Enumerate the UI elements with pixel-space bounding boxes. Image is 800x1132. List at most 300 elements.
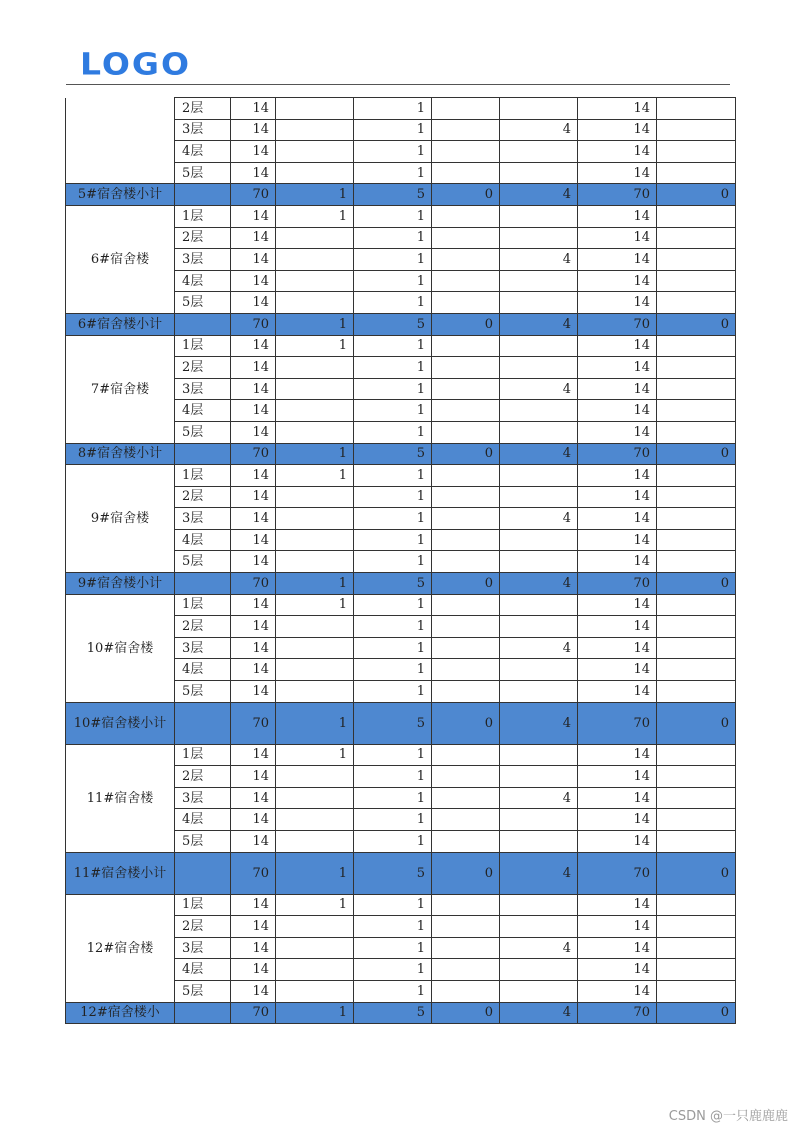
subtotal-label: 6#宿舍楼小计 [66, 313, 175, 335]
value-cell: 1 [354, 637, 432, 659]
value-cell: 1 [354, 357, 432, 379]
floor-label: 2层 [175, 916, 231, 938]
value-cell [276, 508, 354, 530]
floor-label: 4层 [175, 270, 231, 292]
value-cell [500, 421, 578, 443]
value-cell: 14 [231, 766, 276, 788]
subtotal-value: 70 [578, 184, 657, 206]
value-cell [657, 400, 736, 422]
value-cell: 14 [578, 831, 657, 853]
value-cell [276, 831, 354, 853]
value-cell: 1 [354, 529, 432, 551]
value-cell: 14 [578, 335, 657, 357]
value-cell: 14 [578, 270, 657, 292]
value-cell [657, 637, 736, 659]
floor-label: 1层 [175, 205, 231, 227]
subtotal-value: 0 [657, 1002, 736, 1024]
value-cell [276, 357, 354, 379]
value-cell: 14 [578, 486, 657, 508]
building-name: 12#宿舍楼 [66, 894, 175, 1002]
value-cell: 1 [354, 400, 432, 422]
value-cell [500, 916, 578, 938]
floor-label: 4层 [175, 659, 231, 681]
floor-label: 5层 [175, 681, 231, 703]
value-cell [276, 529, 354, 551]
value-cell [432, 529, 500, 551]
value-cell: 1 [354, 659, 432, 681]
value-cell: 14 [578, 357, 657, 379]
value-cell: 14 [231, 421, 276, 443]
subtotal-value: 1 [276, 852, 354, 894]
floor-label: 3层 [175, 637, 231, 659]
value-cell [432, 766, 500, 788]
subtotal-value: 0 [657, 573, 736, 595]
value-cell: 14 [231, 529, 276, 551]
subtotal-value: 4 [500, 1002, 578, 1024]
value-cell: 14 [578, 980, 657, 1002]
floor-label: 5层 [175, 162, 231, 184]
value-cell: 1 [354, 766, 432, 788]
value-cell: 14 [231, 959, 276, 981]
value-cell [500, 162, 578, 184]
value-cell [500, 551, 578, 573]
value-cell [657, 594, 736, 616]
value-cell [276, 551, 354, 573]
value-cell: 14 [578, 141, 657, 163]
value-cell: 1 [354, 335, 432, 357]
value-cell [657, 959, 736, 981]
value-cell [500, 894, 578, 916]
subtotal-empty-cell [175, 313, 231, 335]
subtotal-value: 1 [276, 1002, 354, 1024]
subtotal-empty-cell [175, 852, 231, 894]
subtotal-row [66, 852, 736, 894]
subtotal-label: 5#宿舍楼小计 [66, 184, 175, 206]
value-cell: 14 [578, 292, 657, 314]
subtotal-row [66, 702, 736, 744]
value-cell [432, 141, 500, 163]
value-cell: 14 [578, 227, 657, 249]
floor-label: 3层 [175, 787, 231, 809]
value-cell: 14 [231, 465, 276, 487]
subtotal-value: 0 [432, 573, 500, 595]
value-cell [432, 637, 500, 659]
value-cell [500, 357, 578, 379]
value-cell [432, 959, 500, 981]
value-cell: 1 [354, 508, 432, 530]
value-cell: 14 [578, 637, 657, 659]
value-cell [432, 400, 500, 422]
value-cell [276, 809, 354, 831]
value-cell [657, 205, 736, 227]
value-cell [500, 831, 578, 853]
value-cell [657, 249, 736, 271]
value-cell [276, 916, 354, 938]
value-cell: 4 [500, 937, 578, 959]
value-cell [657, 141, 736, 163]
value-cell [276, 787, 354, 809]
value-cell [657, 529, 736, 551]
subtotal-value: 1 [276, 313, 354, 335]
value-cell: 14 [231, 270, 276, 292]
value-cell [657, 744, 736, 766]
subtotal-value: 70 [578, 313, 657, 335]
value-cell [276, 400, 354, 422]
floor-label: 4层 [175, 959, 231, 981]
subtotal-value: 70 [578, 852, 657, 894]
value-cell: 14 [231, 937, 276, 959]
value-cell: 1 [354, 378, 432, 400]
value-cell [500, 980, 578, 1002]
value-cell [657, 98, 736, 120]
value-cell [657, 787, 736, 809]
value-cell: 1 [354, 787, 432, 809]
value-cell [432, 980, 500, 1002]
value-cell: 1 [354, 421, 432, 443]
floor-label: 1层 [175, 335, 231, 357]
subtotal-value: 5 [354, 443, 432, 465]
value-cell [432, 551, 500, 573]
subtotal-value: 5 [354, 1002, 432, 1024]
value-cell [657, 831, 736, 853]
value-cell [432, 378, 500, 400]
value-cell [432, 162, 500, 184]
subtotal-value: 0 [657, 443, 736, 465]
value-cell: 1 [354, 162, 432, 184]
subtotal-value: 70 [578, 702, 657, 744]
value-cell [500, 959, 578, 981]
value-cell [432, 787, 500, 809]
subtotal-row [66, 573, 736, 595]
subtotal-value: 5 [354, 313, 432, 335]
value-cell: 14 [578, 787, 657, 809]
value-cell: 1 [354, 141, 432, 163]
value-cell: 14 [578, 421, 657, 443]
value-cell: 14 [578, 894, 657, 916]
subtotal-empty-cell [175, 573, 231, 595]
value-cell [500, 529, 578, 551]
floor-label: 2层 [175, 766, 231, 788]
value-cell [657, 916, 736, 938]
value-cell: 14 [231, 249, 276, 271]
value-cell [276, 98, 354, 120]
value-cell: 1 [354, 249, 432, 271]
value-cell [432, 292, 500, 314]
value-cell: 1 [354, 486, 432, 508]
value-cell: 14 [231, 787, 276, 809]
subtotal-value: 5 [354, 573, 432, 595]
value-cell [276, 249, 354, 271]
value-cell [276, 292, 354, 314]
floor-label: 4层 [175, 141, 231, 163]
value-cell [276, 270, 354, 292]
value-cell [657, 551, 736, 573]
value-cell: 1 [354, 205, 432, 227]
building-name: 10#宿舍楼 [66, 594, 175, 702]
value-cell: 14 [231, 551, 276, 573]
value-cell: 14 [578, 959, 657, 981]
value-cell: 1 [354, 98, 432, 120]
subtotal-label: 10#宿舍楼小计 [66, 702, 175, 744]
value-cell [276, 959, 354, 981]
building-name-cell [66, 98, 175, 184]
value-cell [500, 616, 578, 638]
value-cell: 1 [354, 465, 432, 487]
value-cell: 14 [578, 205, 657, 227]
value-cell: 14 [231, 744, 276, 766]
subtotal-value: 70 [578, 1002, 657, 1024]
floor-label: 4层 [175, 529, 231, 551]
subtotal-value: 0 [657, 702, 736, 744]
value-cell [432, 249, 500, 271]
subtotal-label: 12#宿舍楼小 [66, 1002, 175, 1024]
value-cell: 14 [231, 227, 276, 249]
value-cell [500, 681, 578, 703]
value-cell [657, 357, 736, 379]
value-cell [500, 98, 578, 120]
floor-label: 2层 [175, 357, 231, 379]
subtotal-value: 0 [432, 702, 500, 744]
value-cell: 14 [578, 378, 657, 400]
subtotal-value: 70 [231, 184, 276, 206]
floor-label: 3层 [175, 937, 231, 959]
value-cell [500, 335, 578, 357]
subtotal-value: 70 [578, 573, 657, 595]
value-cell [657, 937, 736, 959]
subtotal-value: 0 [432, 313, 500, 335]
value-cell: 14 [231, 335, 276, 357]
subtotal-value: 70 [578, 443, 657, 465]
subtotal-value: 0 [657, 184, 736, 206]
value-cell: 14 [231, 119, 276, 141]
value-cell [657, 378, 736, 400]
floor-label: 2层 [175, 98, 231, 120]
building-name: 7#宿舍楼 [66, 335, 175, 443]
value-cell [657, 119, 736, 141]
value-cell: 14 [231, 162, 276, 184]
value-cell [432, 809, 500, 831]
value-cell: 14 [578, 744, 657, 766]
subtotal-label: 8#宿舍楼小计 [66, 443, 175, 465]
table-row [66, 465, 736, 487]
value-cell [657, 486, 736, 508]
table-row [66, 744, 736, 766]
value-cell: 14 [578, 594, 657, 616]
value-cell: 1 [354, 594, 432, 616]
value-cell [500, 594, 578, 616]
subtotal-empty-cell [175, 184, 231, 206]
floor-label: 3层 [175, 119, 231, 141]
value-cell: 14 [231, 594, 276, 616]
value-cell: 14 [578, 400, 657, 422]
value-cell: 4 [500, 508, 578, 530]
value-cell: 14 [231, 616, 276, 638]
subtotal-value: 5 [354, 702, 432, 744]
floor-label: 5层 [175, 980, 231, 1002]
value-cell: 14 [231, 292, 276, 314]
subtotal-row [66, 443, 736, 465]
table-row [66, 98, 736, 120]
value-cell [657, 270, 736, 292]
value-cell: 1 [354, 894, 432, 916]
value-cell [500, 292, 578, 314]
value-cell [500, 766, 578, 788]
subtotal-row [66, 1002, 736, 1024]
value-cell: 14 [231, 400, 276, 422]
value-cell [432, 205, 500, 227]
value-cell [500, 486, 578, 508]
floor-label: 5层 [175, 831, 231, 853]
value-cell [500, 205, 578, 227]
value-cell [276, 421, 354, 443]
subtotal-value: 70 [231, 313, 276, 335]
value-cell [500, 227, 578, 249]
value-cell [657, 894, 736, 916]
value-cell [276, 141, 354, 163]
table-row [66, 205, 736, 227]
value-cell: 14 [578, 659, 657, 681]
value-cell [432, 937, 500, 959]
value-cell: 14 [231, 637, 276, 659]
value-cell: 1 [354, 119, 432, 141]
floor-label: 5层 [175, 421, 231, 443]
value-cell [500, 744, 578, 766]
subtotal-value: 5 [354, 184, 432, 206]
value-cell: 14 [578, 249, 657, 271]
value-cell [657, 162, 736, 184]
value-cell [657, 335, 736, 357]
subtotal-empty-cell [175, 443, 231, 465]
subtotal-value: 70 [231, 443, 276, 465]
subtotal-value: 0 [657, 313, 736, 335]
subtotal-value: 1 [276, 184, 354, 206]
subtotal-value: 70 [231, 1002, 276, 1024]
value-cell [432, 227, 500, 249]
value-cell: 1 [276, 894, 354, 916]
value-cell [276, 486, 354, 508]
floor-label: 5层 [175, 551, 231, 573]
floor-label: 2层 [175, 227, 231, 249]
table-row [66, 594, 736, 616]
value-cell: 1 [354, 681, 432, 703]
value-cell [276, 378, 354, 400]
subtotal-value: 4 [500, 702, 578, 744]
value-cell [657, 681, 736, 703]
value-cell: 1 [354, 227, 432, 249]
value-cell: 1 [276, 465, 354, 487]
value-cell: 14 [578, 162, 657, 184]
value-cell [432, 98, 500, 120]
value-cell: 14 [578, 681, 657, 703]
floor-label: 1层 [175, 594, 231, 616]
value-cell: 1 [276, 744, 354, 766]
floor-label: 3层 [175, 249, 231, 271]
value-cell [500, 141, 578, 163]
subtotal-value: 1 [276, 573, 354, 595]
value-cell [657, 980, 736, 1002]
value-cell [657, 766, 736, 788]
value-cell: 4 [500, 378, 578, 400]
value-cell: 4 [500, 119, 578, 141]
value-cell [500, 400, 578, 422]
value-cell: 1 [354, 831, 432, 853]
value-cell: 14 [231, 980, 276, 1002]
building-name: 11#宿舍楼 [66, 744, 175, 852]
value-cell: 14 [578, 529, 657, 551]
value-cell [432, 894, 500, 916]
value-cell [432, 659, 500, 681]
value-cell [657, 659, 736, 681]
value-cell: 4 [500, 637, 578, 659]
value-cell: 1 [276, 594, 354, 616]
floor-label: 4层 [175, 809, 231, 831]
table-row [66, 894, 736, 916]
value-cell [432, 616, 500, 638]
value-cell [432, 421, 500, 443]
value-cell: 4 [500, 249, 578, 271]
value-cell: 1 [354, 809, 432, 831]
value-cell [432, 681, 500, 703]
value-cell [657, 292, 736, 314]
value-cell [276, 659, 354, 681]
value-cell [276, 162, 354, 184]
value-cell [432, 916, 500, 938]
value-cell: 14 [578, 916, 657, 938]
floor-label: 4层 [175, 400, 231, 422]
value-cell [432, 270, 500, 292]
floor-label: 1层 [175, 894, 231, 916]
value-cell: 14 [578, 119, 657, 141]
subtotal-value: 5 [354, 852, 432, 894]
value-cell: 14 [578, 809, 657, 831]
subtotal-row [66, 184, 736, 206]
dormitory-table [65, 97, 736, 1024]
value-cell: 1 [354, 270, 432, 292]
subtotal-value: 70 [231, 852, 276, 894]
floor-label: 5层 [175, 292, 231, 314]
value-cell: 14 [231, 894, 276, 916]
value-cell [432, 744, 500, 766]
table-row [66, 335, 736, 357]
value-cell [276, 937, 354, 959]
value-cell [276, 980, 354, 1002]
value-cell: 14 [231, 205, 276, 227]
value-cell: 1 [276, 205, 354, 227]
subtotal-value: 4 [500, 852, 578, 894]
value-cell: 1 [354, 980, 432, 1002]
value-cell [432, 119, 500, 141]
value-cell: 14 [231, 141, 276, 163]
value-cell [276, 119, 354, 141]
subtotal-value: 1 [276, 702, 354, 744]
subtotal-value: 0 [432, 443, 500, 465]
value-cell: 14 [231, 681, 276, 703]
building-name: 6#宿舍楼 [66, 205, 175, 313]
value-cell: 1 [354, 959, 432, 981]
value-cell [276, 681, 354, 703]
value-cell: 14 [231, 659, 276, 681]
value-cell: 1 [354, 744, 432, 766]
subtotal-value: 70 [231, 702, 276, 744]
floor-label: 3层 [175, 508, 231, 530]
value-cell [432, 594, 500, 616]
subtotal-empty-cell [175, 1002, 231, 1024]
subtotal-label: 9#宿舍楼小计 [66, 573, 175, 595]
subtotal-value: 4 [500, 443, 578, 465]
value-cell: 14 [231, 486, 276, 508]
value-cell [432, 831, 500, 853]
subtotal-value: 0 [432, 184, 500, 206]
